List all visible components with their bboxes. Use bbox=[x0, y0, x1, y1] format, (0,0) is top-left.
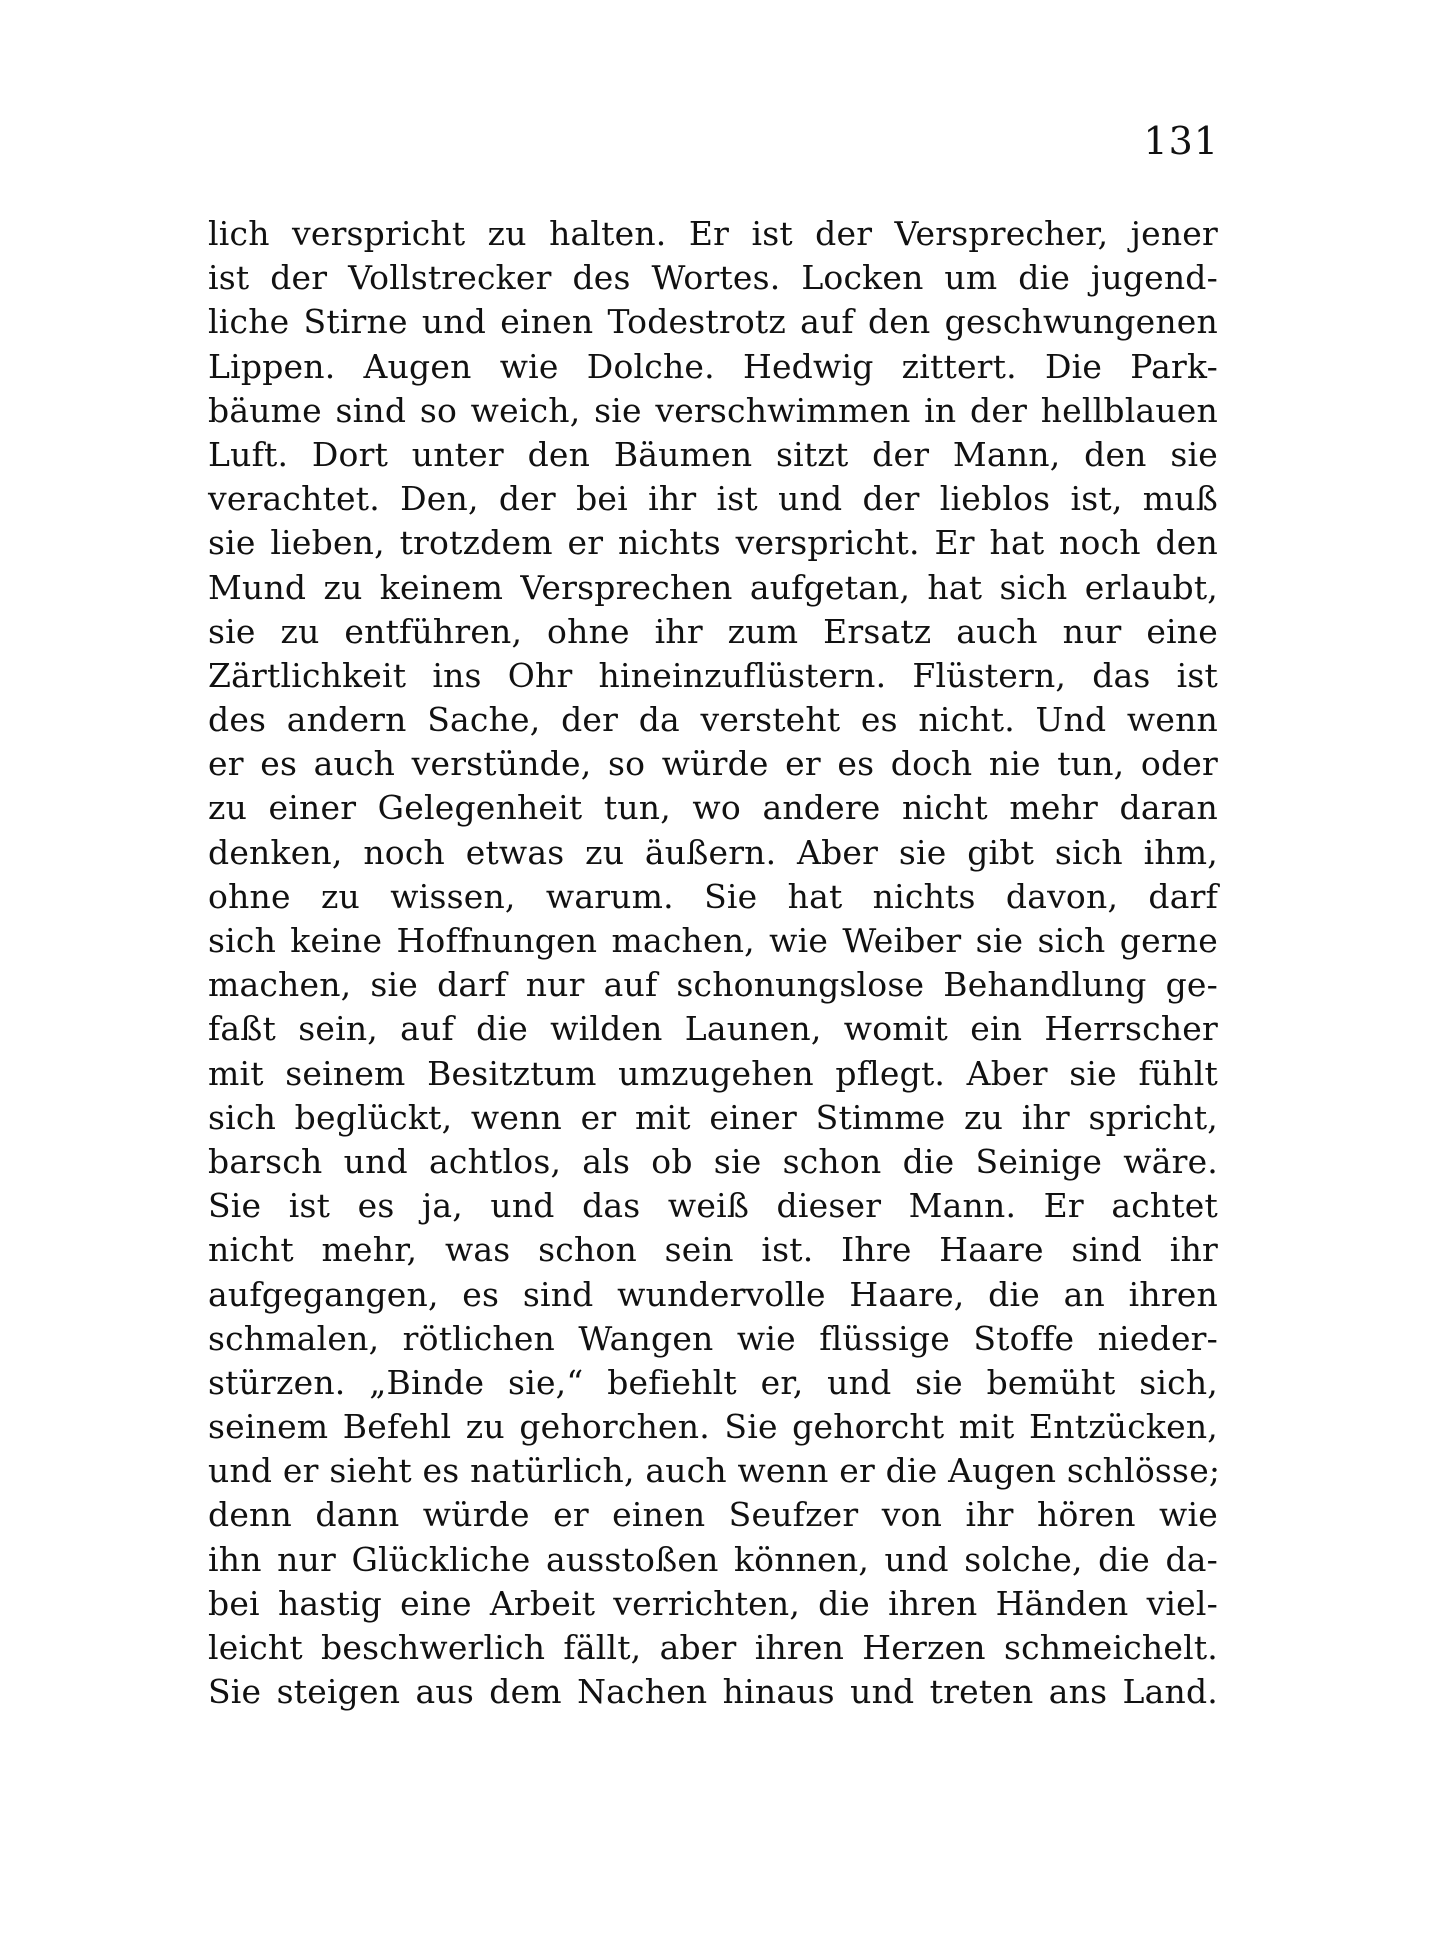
text-line: Sie steigen aus dem Nachen hinaus und treten ans Land. bbox=[208, 1672, 1218, 1712]
text-line: er es auch verstünde, so würde er es doch nie tun, oder bbox=[208, 744, 1218, 784]
text-line: leicht beschwerlich fällt, aber ihren Herzen schmeichelt. bbox=[208, 1628, 1218, 1667]
text-line: barsch und achtlos, als ob sie schon die Seinige wäre. bbox=[208, 1141, 1218, 1181]
page-number: 131 bbox=[1143, 119, 1219, 163]
text-line: zu einer Gelegenheit tun, wo andere nicht mehr daran bbox=[208, 788, 1218, 828]
text-line: ist der Vollstrecker des Wortes. Locken um die jugend- bbox=[208, 258, 1218, 298]
text-line: lich verspricht zu halten. Er ist der Versprecher, jener bbox=[208, 214, 1218, 253]
text-line: seinem Befehl zu gehorchen. Sie gehorcht mit Entzücken, bbox=[208, 1407, 1218, 1447]
text-line: nicht mehr, was schon sein ist. Ihre Haare sind ihr bbox=[208, 1230, 1218, 1270]
text-line: verachtet. Den, der bei ihr ist und der lieblos ist, muß bbox=[208, 479, 1218, 519]
text-line: denn dann würde er einen Seufzer von ihr hören wie bbox=[208, 1495, 1218, 1535]
text-line: sie zu entführen, ohne ihr zum Ersatz auch nur eine bbox=[208, 611, 1218, 651]
text-line: machen, sie darf nur auf schonungslose Behandlung ge- bbox=[208, 965, 1218, 1005]
text-line: liche Stirne und einen Todestrotz auf den geschwungenen bbox=[208, 302, 1218, 342]
text-line: Mund zu keinem Versprechen aufgetan, hat sich erlaubt, bbox=[208, 567, 1218, 607]
text-line: schmalen, rötlichen Wangen wie flüssige Stoffe nieder- bbox=[208, 1318, 1218, 1358]
text-line: stürzen. „Binde sie,“ befiehlt er, und sie bemüht sich, bbox=[208, 1362, 1218, 1402]
text-line: bäume sind so weich, sie verschwimmen in der hellblauen bbox=[208, 390, 1218, 430]
text-line: mit seinem Besitztum umzugehen pflegt. Aber sie fühlt bbox=[208, 1053, 1218, 1093]
text-line: und er sieht es natürlich, auch wenn er die Augen schlösse; bbox=[208, 1451, 1221, 1491]
text-line: aufgegangen, es sind wundervolle Haare, die an ihren bbox=[208, 1274, 1218, 1314]
text-line: des andern Sache, der da versteht es nicht. Und wenn bbox=[208, 700, 1218, 740]
text-line: ohne zu wissen, warum. Sie hat nichts davon, darf bbox=[208, 876, 1218, 916]
text-line: sich keine Hoffnungen machen, wie Weiber sie sich gerne bbox=[208, 921, 1218, 960]
text-line: Sie ist es ja, und das weiß dieser Mann. Er achtet bbox=[208, 1186, 1218, 1226]
text-line: bei hastig eine Arbeit verrichten, die ihren Händen viel- bbox=[208, 1583, 1218, 1623]
text-line: Luft. Dort unter den Bäumen sitzt der Mann, den sie bbox=[208, 434, 1218, 474]
text-line: faßt sein, auf die wilden Launen, womit ein Herrscher bbox=[208, 1009, 1218, 1049]
text-line: sie lieben, trotzdem er nichts verspricht. Er hat noch den bbox=[208, 523, 1218, 563]
text-line: denken, noch etwas zu äußern. Aber sie gibt sich ihm, bbox=[208, 832, 1218, 872]
text-line: sich beglückt, wenn er mit einer Stimme zu ihr spricht, bbox=[208, 1097, 1218, 1137]
text-line: ihn nur Glückliche ausstoßen können, und solche, die da- bbox=[208, 1539, 1218, 1579]
text-line: Lippen. Augen wie Dolche. Hedwig zittert. Die Park- bbox=[208, 346, 1218, 386]
body-text bbox=[208, 212, 1221, 1714]
text-line: Zärtlichkeit ins Ohr hineinzuflüstern. Flüstern, das ist bbox=[208, 655, 1218, 695]
